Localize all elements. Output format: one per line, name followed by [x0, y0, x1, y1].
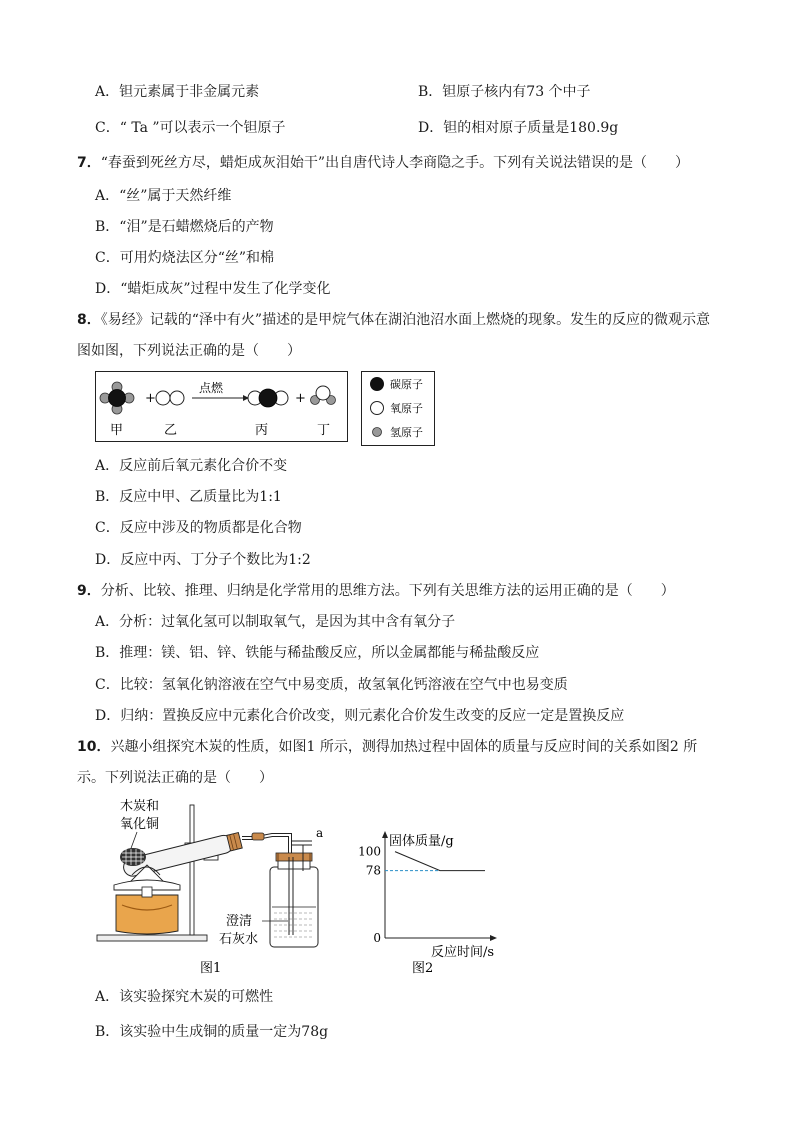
legend-oxygen: 氧原子	[390, 402, 423, 415]
q8-stem-line-2: 图如图，下列说法正确的是（ ）	[77, 343, 301, 359]
q7-option-d: D．“蜡炬成灰”过程中发生了化学变化	[95, 281, 331, 297]
plus-sign-2: +	[295, 391, 306, 406]
fig2-mass-time-chart	[345, 825, 510, 975]
fig2-series-line	[395, 852, 485, 871]
fig2-caption: 图2	[412, 961, 434, 975]
q8-reaction-diagram	[95, 370, 445, 448]
fig2-tick-label: 100	[358, 844, 381, 859]
legend-carbon-icon	[370, 377, 384, 391]
fig2-x-arrow	[490, 935, 497, 941]
fig2-y-arrow	[382, 831, 388, 838]
fig1-label-reagent-1: 木炭和	[120, 799, 160, 814]
q10-option-b: B．该实验中生成铜的质量一定为78g	[95, 1024, 329, 1040]
fig2-ylabel: 固体质量/g	[389, 834, 454, 849]
legend-hydrogen: 氢原子	[390, 426, 423, 439]
fig1-stand-rod	[190, 805, 194, 935]
q7-stem: “春蚕到死丝方尽，蜡炬成灰泪始干”出自唐代诗人李商隐之手。下列有关说法错误的是（ ）	[100, 155, 690, 171]
q7-number: 7．	[77, 155, 101, 171]
q8-stem-line-1	[77, 311, 710, 329]
legend-oxygen-icon	[371, 402, 384, 415]
q7-option-a: A．“丝”属于天然纤维	[95, 188, 232, 204]
q6-option-b: B．钽原子核内有73 个中子	[418, 84, 591, 100]
q9-option-a: A．分析：过氧化氢可以制取氧气，是因为其中含有氧分子	[95, 614, 456, 630]
q7-stem-line	[77, 154, 689, 172]
label-ding: 丁	[317, 423, 331, 438]
fig1-tube-joint	[252, 833, 264, 840]
q6-option-a: A．钽元素属于非金属元素	[95, 84, 260, 100]
plus-sign-1: +	[145, 391, 156, 406]
q10-option-a: A．该实验探究木炭的可燃性	[95, 989, 274, 1005]
q10-stem-line-1	[77, 738, 697, 756]
q10-stem-line-2: 示。下列说法正确的是（ ）	[77, 770, 273, 786]
q8-option-a: A．反应前后氧元素化合价不变	[95, 458, 288, 474]
fig1-caption: 图1	[200, 961, 222, 975]
q8-number: 8．	[77, 312, 101, 328]
q6-option-c: C．“ Ta ”可以表示一个钽原子	[95, 120, 286, 136]
legend-carbon: 碳原子	[390, 378, 423, 391]
legend-hydrogen-icon	[373, 428, 382, 437]
q9-option-c: C．比较：氢氧化钠溶液在空气中易变质，故氢氧化钙溶液在空气中也易变质	[95, 677, 568, 693]
q9-option-d: D．归纳：置换反应中元素化合价改变，则元素化合价发生改变的反应一定是置换反应	[95, 708, 625, 724]
label-yi: 乙	[164, 423, 178, 438]
label-bing: 丙	[255, 423, 269, 438]
reaction-condition: 点燃	[199, 381, 224, 395]
fig1-alcohol-lamp	[114, 865, 180, 934]
q8-option-d: D．反应中丙、丁分子个数比为1:2	[95, 552, 311, 568]
q8-option-b: B．反应中甲、乙质量比为1:1	[95, 489, 282, 505]
q8-option-c: C．反应中涉及的物质都是化合物	[95, 520, 302, 536]
q7-option-b: B．“泪”是石蜡燃烧后的产物	[95, 219, 274, 235]
fig1-label-reagent-2: 氧化铜	[120, 817, 160, 832]
fig1-stand-base	[97, 935, 207, 941]
fig2-tick-label: 0	[373, 931, 381, 945]
fig1-wash-bottle	[270, 845, 318, 947]
fig2-tick-label: 78	[365, 863, 381, 878]
q9-stem-line	[77, 582, 675, 600]
q10-stem-1: 兴趣小组探究木炭的性质，如图1 所示，测得加热过程中固体的质量与反应时间的关系如图2 所	[110, 739, 698, 755]
q6-option-d: D．钽的相对原子质量是180.9g	[418, 120, 619, 136]
fig1-label-a: a	[316, 826, 324, 840]
fig1-label-limewater-2: 石灰水	[219, 932, 259, 947]
molecule-carbon-dioxide	[248, 389, 288, 407]
q7-option-c: C．可用灼烧法区分“丝”和棉	[95, 250, 275, 266]
fig1-apparatus	[92, 795, 337, 975]
q10-number: 10．	[77, 739, 111, 755]
q9-stem: 分析、比较、推理、归纳是化学常用的思维方法。下列有关思维方法的运用正确的是（ ）	[100, 583, 675, 599]
label-jia: 甲	[110, 423, 124, 438]
fig1-reactant	[120, 848, 146, 866]
fig2-xlabel: 反应时间/s	[431, 945, 495, 960]
q9-number: 9．	[77, 583, 101, 599]
q8-stem-1: 《易经》记载的“泽中有火”描述的是甲烷气体在湖泊池沼水面上燃烧的现象。发生的反应的微观示意	[100, 312, 711, 328]
fig1-label-limewater-1: 澄清	[226, 914, 253, 929]
q9-option-b: B．推理：镁、铝、锌、铁能与稀盐酸反应，所以金属都能与稀盐酸反应	[95, 645, 540, 661]
